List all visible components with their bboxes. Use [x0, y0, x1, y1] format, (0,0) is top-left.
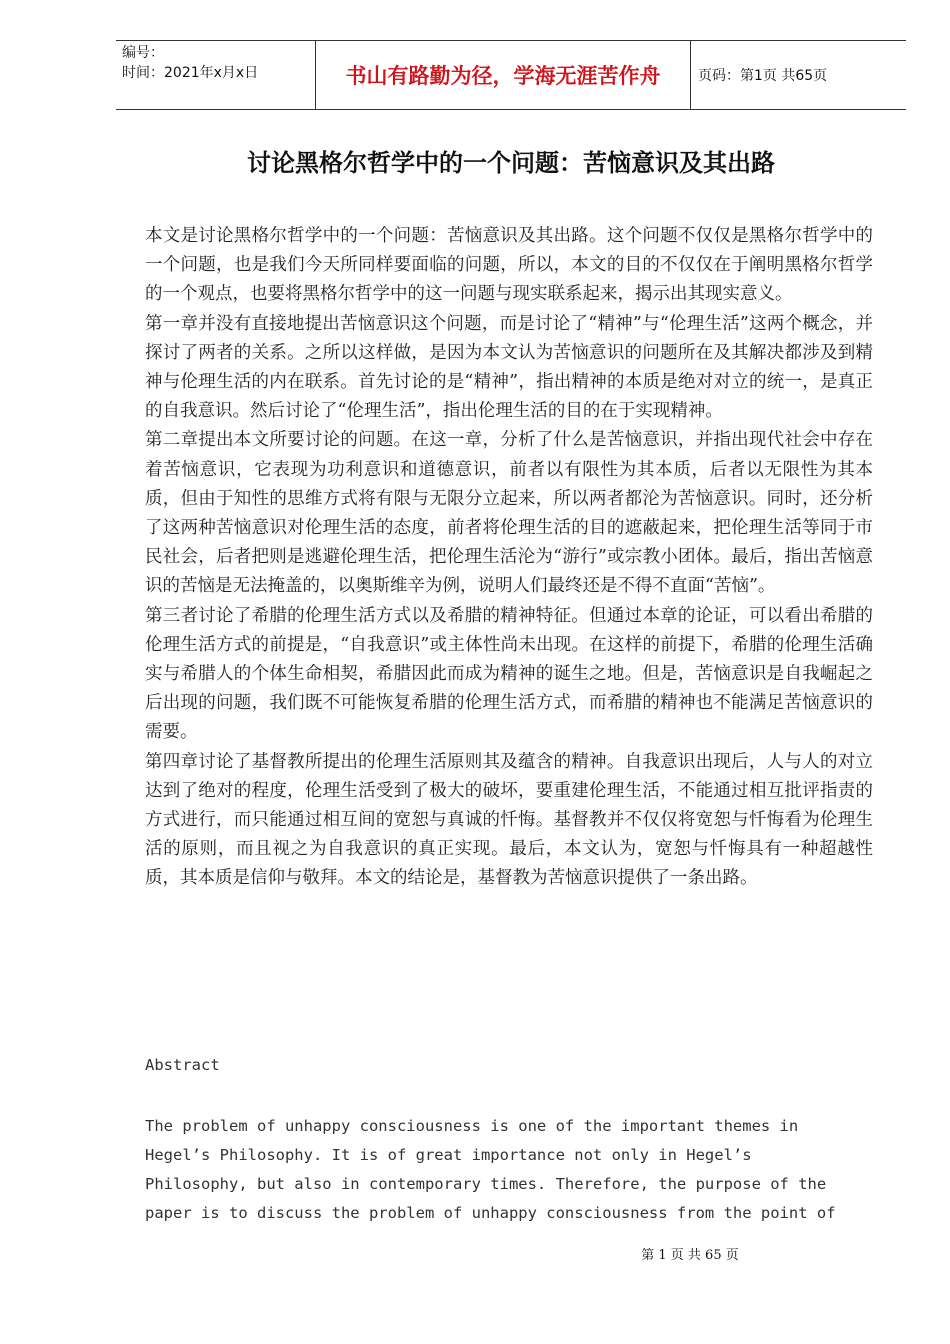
paragraph: 本文是讨论黑格尔哲学中的一个问题：苦恼意识及其出路。这个问题不仅仅是黑格尔哲学中的一个问题，也是我们今天所同样要面临的问题，所以，本文的目的不仅仅在于阐明黑格尔哲学的一个观点，也要将黑格尔哲学中的这一问题与现实联系起来，揭示出其现实意义。 [145, 226, 873, 305]
document-title: 讨论黑格尔哲学中的一个问题：苦恼意识及其出路 [247, 149, 775, 177]
abstract-heading: Abstract [145, 1056, 220, 1074]
paragraph: 第四章讨论了基督教所提出的伦理生活原则其及蕴含的精神。自我意识出现后，人与人的对立达到了绝对的程度，伦理生活受到了极大的破坏，要重建伦理生活，不能通过相互批评指责的方式进行，而只能通过相互间的宽恕与真诚的忏悔。基督教并不仅仅将宽恕与忏悔看为伦理生活的原则，而且视之为自我意识的真正实现。最后，本文认为，宽恕与忏悔具有一种超越性质，其本质是信仰与敬拜。本文的结论是，基督教为苦恼意识提供了一条出路。 [145, 751, 873, 889]
abstract-text [145, 1112, 865, 1228]
header-motto: 书山有路勤为径，学海无涯苦作舟 [345, 64, 661, 88]
document-date-label: 时间：2021年x月x日 [122, 65, 259, 81]
abstract-line: The problem of unhappy consciousness is one of the important themes in [145, 1117, 799, 1135]
page-footer: 第 1 页 共 65 页 [641, 1248, 739, 1263]
paragraph: 第三者讨论了希腊的伦理生活方式以及希腊的精神特征。但通过本章的论证，可以看出希腊的伦理生活方式的前提是，“自我意识”或主体性尚未出现。在这样的前提下，希腊的伦理生活确实与希腊人的个体生命相契，希腊因此而成为精神的诞生之地。但是，苦恼意识是自我崛起之后出现的问题，我们既不可能恢复希腊的伦理生活方式，而希腊的精神也不能满足苦恼意识的需要。 [145, 605, 873, 743]
body-text [145, 222, 873, 894]
header-divider [690, 41, 691, 109]
abstract-line: paper is to discuss the problem of unhappy consciousness from the point of [145, 1204, 836, 1222]
abstract-line: Philosophy, but also in contemporary times. Therefore, the purpose of the [145, 1175, 827, 1193]
paragraph: 第一章并没有直接地提出苦恼意识这个问题，而是讨论了“精神”与“伦理生活”这两个概念，并探讨了两者的关系。之所以这样做，是因为本文认为苦恼意识的问题所在及其解决都涉及到精神与伦理生活的内在联系。首先讨论的是“精神”，指出精神的本质是绝对对立的统一，是真正的自我意识。然后讨论了“伦理生活”，指出伦理生活的目的在于实现精神。 [145, 313, 873, 422]
page-header [116, 40, 906, 110]
paragraph: 第二章提出本文所要讨论的问题。在这一章，分析了什么是苦恼意识，并指出现代社会中存在着苦恼意识，它表现为功利意识和道德意识，前者以有限性为其本质，后者以无限性为其本质，但由于知性的思维方式将有限与无限分立起来，所以两者都沦为苦恼意识。同时，还分析了这两种苦恼意识对伦理生活的态度，前者将伦理生活的目的遮蔽起来，把伦理生活等同于市民社会，后者把则是逃避伦理生活，把伦理生活沦为“游行”或宗教小团体。最后，指出苦恼意识的苦恼是无法掩盖的，以奥斯维辛为例，说明人们最终还是不得不直面“苦恼”。 [145, 430, 873, 597]
header-meta [122, 43, 312, 107]
abstract-line: Hegel’s Philosophy. It is of great importance not only in Hegel’s [145, 1146, 752, 1164]
document-number-label: 编号： [122, 45, 164, 61]
header-page-number: 页码：第1页 共65页 [698, 68, 828, 84]
